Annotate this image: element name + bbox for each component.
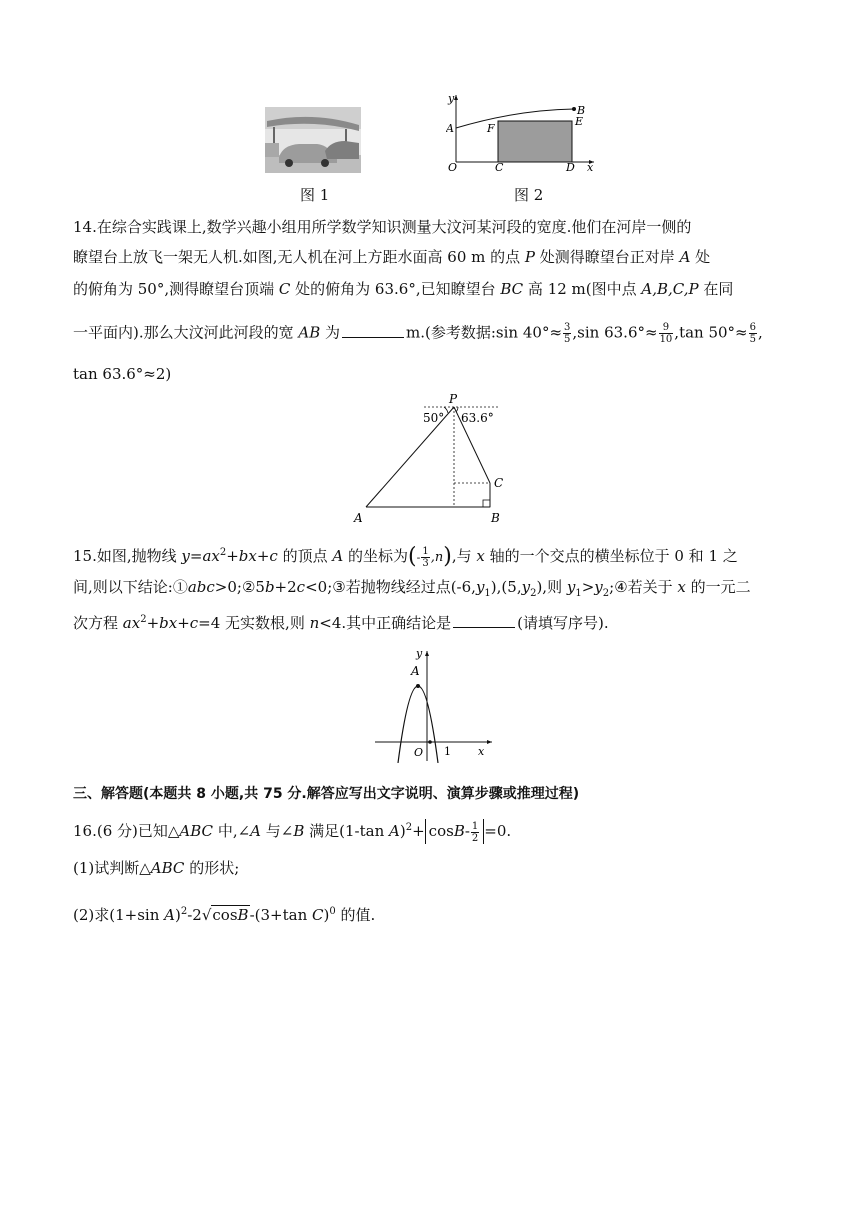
q14-line-4 bbox=[73, 322, 793, 345]
denominator: 5 bbox=[749, 334, 756, 345]
q14-var: AB bbox=[298, 323, 321, 342]
q14-line-2 bbox=[73, 247, 793, 267]
q15-equation: +bx+c bbox=[146, 614, 199, 632]
q14-text: 一平面内).那么大汶河此河段的宽 bbox=[73, 323, 299, 342]
numerator: 6 bbox=[749, 322, 756, 333]
fig1-caption: 图 1 bbox=[300, 186, 330, 204]
q15-var: A bbox=[332, 547, 344, 565]
q16-text: ) bbox=[174, 906, 181, 924]
fig2-label-D: D bbox=[566, 161, 575, 172]
q14-text: 为 bbox=[320, 323, 341, 342]
q16-text: cos bbox=[212, 906, 238, 924]
q16-var: A bbox=[250, 822, 261, 840]
q16-text: + bbox=[412, 822, 425, 840]
fig2-label-y: y bbox=[448, 92, 455, 105]
fraction bbox=[659, 322, 674, 345]
q16-var: ABC bbox=[179, 822, 214, 840]
q14-text: tan 63.6°≈2) bbox=[73, 365, 172, 383]
q16-var: A bbox=[164, 906, 175, 924]
fraction bbox=[471, 821, 479, 844]
q14-text: 在同 bbox=[698, 280, 734, 298]
q15-text: =4 无实数根,则 bbox=[198, 614, 310, 632]
q14-text: ,sin 63.6°≈ bbox=[572, 323, 658, 342]
sqrt-sign: √ bbox=[201, 906, 212, 924]
q16-text: =0. bbox=[484, 822, 512, 840]
q16-text: cos bbox=[428, 822, 454, 840]
q15-text: ),(5, bbox=[490, 578, 522, 596]
q14-river-diagram bbox=[348, 392, 518, 526]
subscript: 2 bbox=[530, 588, 537, 599]
q15-equation: +bx+c bbox=[226, 547, 278, 565]
q16-var: A bbox=[389, 822, 400, 840]
subscript: 1 bbox=[575, 588, 582, 599]
fig2-label-B: B bbox=[577, 104, 586, 117]
q14-label-angle-50: 50° bbox=[423, 411, 445, 425]
q15-text: ;④若关于 bbox=[609, 578, 678, 596]
fig2-label-A: A bbox=[446, 122, 454, 135]
fig2-label-O: O bbox=[448, 161, 458, 172]
numerator: 3 bbox=[564, 322, 571, 333]
q14-line-1 bbox=[73, 217, 793, 237]
q14-var: C bbox=[278, 280, 291, 298]
q14-label-C: C bbox=[494, 476, 504, 490]
q15-var: abc bbox=[187, 578, 215, 596]
fig2-label-F: F bbox=[487, 122, 495, 135]
fig2-caption: 图 2 bbox=[514, 186, 544, 204]
q16-text: 16.(6 分)已知△ bbox=[73, 822, 180, 840]
q15-label-y: y bbox=[416, 647, 423, 660]
q15-var: x bbox=[476, 547, 485, 565]
q14-line-3 bbox=[73, 279, 793, 299]
q14-label-angle-63-6: 63.6° bbox=[461, 411, 494, 425]
q14-text: 的俯角为 50°,测得瞭望台顶端 bbox=[73, 280, 279, 298]
q15-var: x bbox=[677, 578, 686, 596]
numerator: 1 bbox=[422, 545, 429, 557]
q15-text: +2 bbox=[274, 578, 297, 596]
q16-text: 与∠ bbox=[261, 822, 294, 840]
q16-text: (2)求(1+sin bbox=[73, 906, 165, 924]
subscript: 2 bbox=[602, 588, 610, 599]
q14-answer-blank[interactable] bbox=[342, 323, 404, 338]
q15-text: ,与 bbox=[451, 547, 477, 565]
q14-label-B: B bbox=[491, 511, 500, 525]
q16-var: B bbox=[453, 822, 465, 840]
fig2-label-E: E bbox=[575, 115, 584, 128]
q15-var: y bbox=[521, 578, 531, 596]
q16-part-2 bbox=[73, 902, 793, 925]
q15-text: 的坐标为 bbox=[343, 547, 409, 565]
fraction bbox=[749, 322, 757, 345]
q16-text: ) bbox=[399, 822, 406, 840]
q16-var: C bbox=[312, 906, 324, 924]
q14-text: 处 bbox=[690, 248, 711, 266]
q15-var: y bbox=[594, 578, 603, 596]
fig2-label-x: x bbox=[587, 161, 594, 172]
denominator: 5 bbox=[564, 334, 571, 345]
q16-var: B bbox=[293, 822, 305, 840]
q14-text: 14.在综合实践课上,数学兴趣小组用所学数学知识测量大汶河某河段的宽度.他们在河岸一侧的 bbox=[73, 218, 692, 236]
fig2-label-C: C bbox=[495, 161, 504, 172]
q14-var: A,B,C,P bbox=[641, 280, 699, 298]
q15-label-x: x bbox=[478, 745, 485, 758]
q14-text: 处测得瞭望台正对岸 bbox=[535, 248, 680, 266]
carport-photo bbox=[265, 107, 361, 173]
q15-label-O: O bbox=[414, 746, 424, 759]
superscript: 2 bbox=[219, 547, 227, 558]
superscript: 2 bbox=[140, 614, 147, 625]
q15-text: (请填写序号). bbox=[517, 614, 609, 632]
q16-text: -(3+tan bbox=[249, 906, 313, 924]
q16-part-1 bbox=[73, 858, 793, 878]
fraction bbox=[563, 322, 571, 345]
denominator: 10 bbox=[659, 334, 673, 345]
section-3-title: 三、解答题(本题共 8 小题,共 75 分.解答应写出文字说明、演算步骤或推理过程) bbox=[73, 786, 580, 802]
q15-vertex-sign: - bbox=[416, 551, 421, 564]
q16-var: ABC bbox=[150, 859, 185, 877]
q14-text: , bbox=[758, 323, 763, 342]
q15-vertex-n: ,n bbox=[430, 550, 444, 565]
superscript: 2 bbox=[180, 906, 188, 917]
figure-2-coordinate-diagram bbox=[446, 92, 596, 172]
q15-label-1: 1 bbox=[444, 745, 451, 758]
q14-var: P bbox=[524, 248, 536, 266]
q15-line-2 bbox=[73, 577, 793, 604]
q15-text: <4.其中正确结论是 bbox=[319, 614, 452, 632]
q15-text: 次方程 bbox=[73, 614, 123, 632]
q14-label-A: A bbox=[354, 511, 363, 525]
q16-text: ) bbox=[323, 906, 330, 924]
q15-var: n bbox=[309, 614, 320, 632]
q14-var: A bbox=[679, 248, 691, 266]
q15-text: 15.如图,抛物线 bbox=[73, 547, 182, 565]
q15-equation: ax bbox=[122, 614, 141, 632]
q14-var: BC bbox=[500, 280, 524, 298]
q15-text: > bbox=[581, 578, 595, 596]
q14-text: ,tan 50°≈ bbox=[674, 323, 748, 342]
sqrt-content bbox=[211, 905, 249, 924]
q16-text: - bbox=[464, 822, 470, 840]
q15-var: y bbox=[475, 578, 485, 596]
q16-text: -2 bbox=[187, 906, 202, 924]
q15-text: 的顶点 bbox=[277, 547, 333, 565]
q15-text: ),则 bbox=[536, 578, 567, 596]
q14-text: 高 12 m(图中点 bbox=[523, 280, 642, 298]
absolute-value bbox=[425, 819, 485, 844]
q16-text: (1)试判断△ bbox=[73, 859, 151, 877]
numerator: 1 bbox=[471, 820, 479, 832]
q15-line-1: 15.如图,抛物线 $y=ax^2+bx+c$ 的顶点 A 的坐标为(- $\frac{1}{3}$ ,n),与 x 轴的一个交点的横坐标位于 0 和 1 之 bbox=[73, 544, 738, 569]
q15-var: y bbox=[566, 578, 576, 596]
denominator: 2 bbox=[471, 832, 479, 844]
q15-equation: y=ax bbox=[181, 547, 220, 565]
q15-text: 间,则以下结论:① bbox=[73, 578, 188, 596]
q15-line-3 bbox=[73, 610, 793, 633]
q14-text: 处的俯角为 63.6°,已知瞭望台 bbox=[290, 280, 501, 298]
q14-text: 瞭望台上放飞一架无人机.如图,无人机在河上方距水面高 60 m 的点 bbox=[73, 248, 525, 266]
section-3-heading bbox=[73, 784, 793, 804]
q16-text: 满足(1-tan bbox=[304, 822, 390, 840]
q14-line-5 bbox=[73, 364, 793, 384]
q15-var: b bbox=[264, 578, 275, 596]
q16-text: 中,∠ bbox=[213, 822, 251, 840]
q15-answer-blank[interactable] bbox=[453, 613, 515, 628]
q15-text: <0;③若抛物线经过点(-6, bbox=[305, 578, 476, 596]
superscript: 0 bbox=[329, 906, 336, 917]
denominator: 3 bbox=[422, 557, 429, 569]
q14-text: m.(参考数据:sin 40°≈ bbox=[406, 323, 563, 342]
q16-var: B bbox=[237, 906, 249, 924]
q16-line-1 bbox=[73, 818, 793, 844]
subscript: 1 bbox=[484, 588, 491, 599]
q15-parabola-graph bbox=[370, 645, 495, 763]
q16-text: 的形状; bbox=[184, 859, 240, 877]
q15-text: 的一元二 bbox=[685, 578, 751, 596]
superscript: 2 bbox=[405, 822, 413, 833]
q16-text: 的值. bbox=[335, 906, 376, 924]
numerator: 9 bbox=[659, 322, 674, 334]
fraction bbox=[421, 546, 429, 569]
q14-label-P: P bbox=[449, 392, 458, 406]
q15-label-A: A bbox=[411, 664, 420, 678]
q15-text: >0;②5 bbox=[214, 578, 265, 596]
q15-text: 轴的一个交点的横坐标位于 0 和 1 之 bbox=[484, 547, 738, 565]
q15-var: c bbox=[296, 578, 306, 596]
